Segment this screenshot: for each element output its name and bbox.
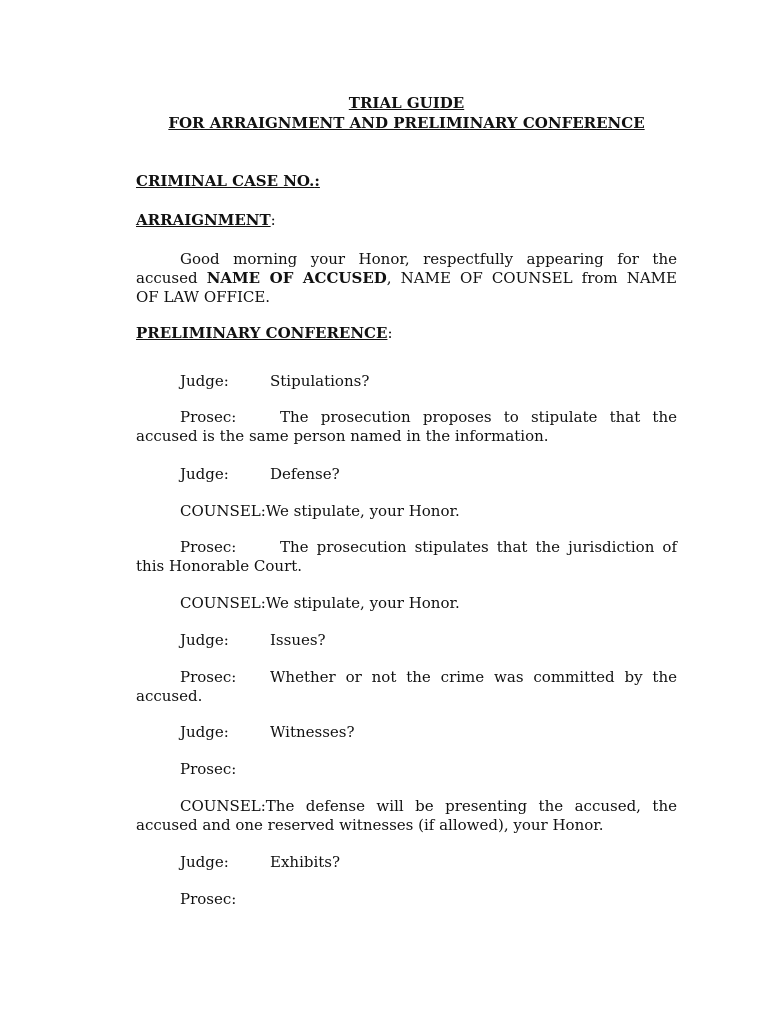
arraignment-label: ARRAIGNMENT <box>136 211 271 229</box>
dialogue-entry: COUNSEL:We stipulate, your Honor. <box>180 594 460 612</box>
criminal-case-suffix: : <box>314 172 320 190</box>
dialogue-entry: COUNSEL:The defense will be presenting the accused, the accused and one reserved witnesses (if allowed), your Honor. <box>136 797 677 834</box>
dialogue-entry: Judge: Issues? <box>180 631 326 649</box>
preliminary-label: PRELIMINARY CONFERENCE <box>136 324 388 342</box>
dialogue-entry: Judge: Exhibits? <box>180 853 341 871</box>
dialogue-entry: Prosec: <box>180 890 237 908</box>
arraignment-paragraph <box>136 250 677 307</box>
dialogue-entry: Prosec: <box>180 760 237 778</box>
dialogue-entry: Judge: Defense? <box>180 465 340 483</box>
title-line-1: TRIAL GUIDE <box>348 94 465 112</box>
dialogue-entry: COUNSEL:We stipulate, your Honor. <box>180 502 460 520</box>
arraignment-line-1: Good morning your Honor, respectfully appearing for the <box>180 250 677 268</box>
arraignment-heading <box>136 211 276 230</box>
arraignment-suffix: : <box>270 211 276 229</box>
arraignment-line-2: accused NAME OF ACCUSED, NAME OF COUNSEL from NAME <box>136 269 677 287</box>
title-line-2: FOR ARRAIGNMENT AND PRELIMINARY CONFERENCE <box>168 114 645 132</box>
dialogue-entry: Prosec: Whether or not the crime was committed by the accused. <box>136 668 677 705</box>
arraignment-line-3: OF LAW OFFICE. <box>136 288 271 306</box>
dialogue-entry: Prosec: The prosecution stipulates that the jurisdiction of this Honorable Court. <box>136 538 677 575</box>
dialogue-entry: Prosec: The prosecution proposes to stipulate that the accused is the same person named in the information. <box>136 408 677 445</box>
dialogue-entry: Judge: Stipulations? <box>180 372 370 390</box>
accused-name: NAME OF ACCUSED <box>206 269 387 287</box>
preliminary-suffix: : <box>387 324 393 342</box>
preliminary-heading <box>136 324 393 343</box>
criminal-case-heading <box>136 172 320 191</box>
dialogue-entry: Judge: Witnesses? <box>180 723 355 741</box>
criminal-case-label: CRIMINAL CASE NO. <box>136 172 315 190</box>
